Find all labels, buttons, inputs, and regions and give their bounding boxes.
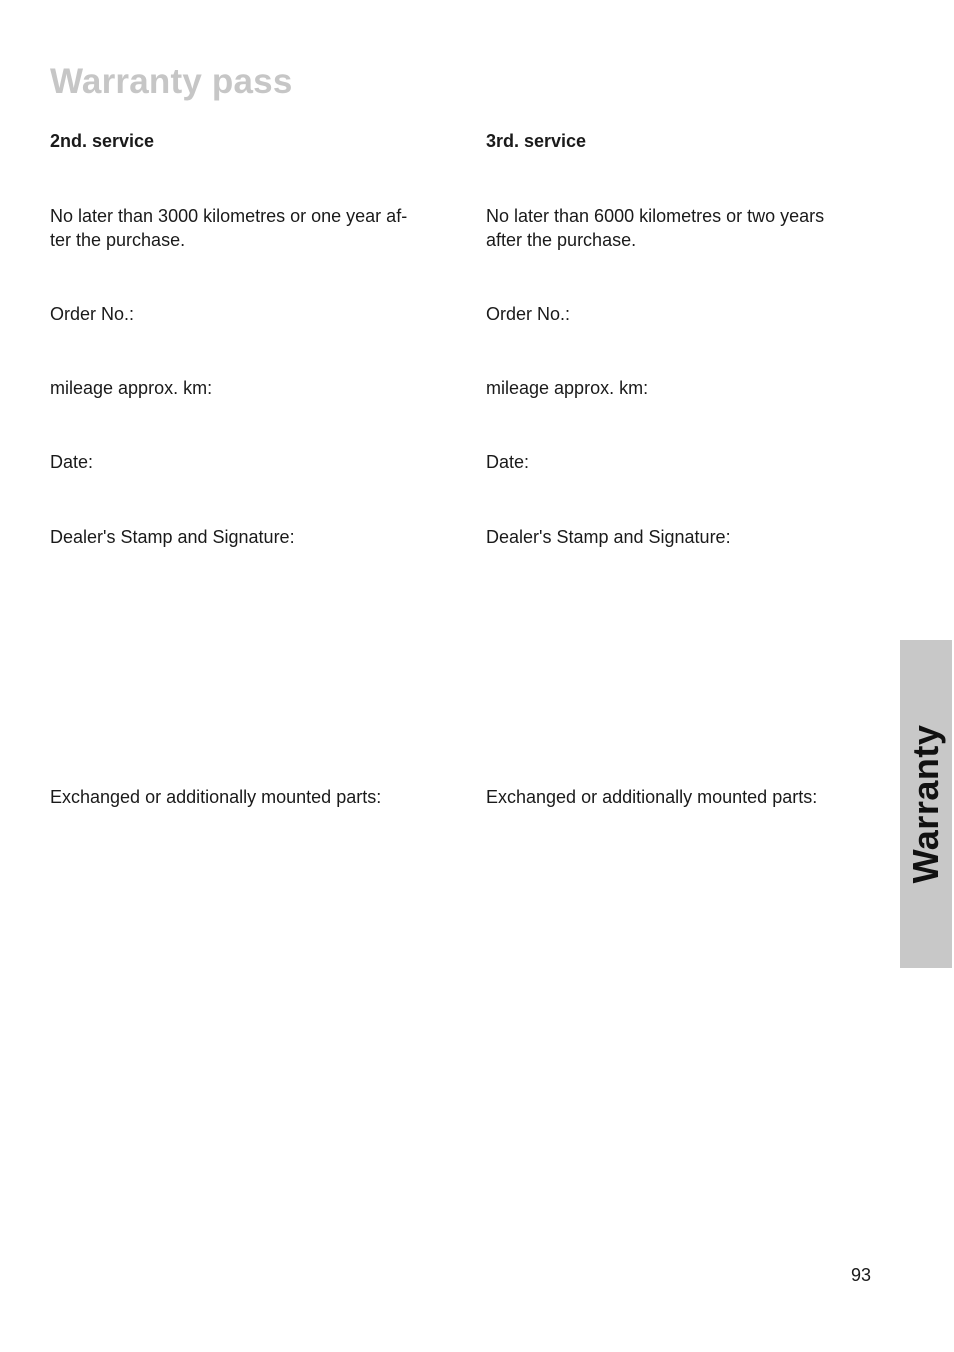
service-intro-line: No later than 6000 kilometres or two years [486, 206, 825, 226]
order-number-label: Order No.: [50, 304, 135, 324]
exchanged-parts-label: Exchanged or additionally mounted parts: [50, 787, 382, 807]
service-intro [486, 204, 824, 252]
dealer-stamp-signature-label: Dealer's Stamp and Signature: [50, 527, 295, 547]
service-intro-line: No later than 3000 kilometres or one year af- [50, 206, 408, 226]
service-intro-line: after the purchase. [486, 230, 637, 250]
service-intro [50, 204, 407, 252]
service-heading: 2nd. service [50, 131, 155, 151]
date-label: Date: [50, 452, 94, 472]
service-intro-line: ter the purchase. [50, 230, 186, 250]
page-number: 93 [851, 1265, 872, 1285]
dealer-stamp-signature-label: Dealer's Stamp and Signature: [486, 527, 731, 547]
mileage-label: mileage approx. km: [486, 378, 649, 398]
page-title: Warranty pass [50, 62, 293, 101]
service-heading: 3rd. service [486, 131, 587, 151]
service-2-column [50, 0, 450, 1352]
mileage-label: mileage approx. km: [50, 378, 213, 398]
section-side-tab-label: Warranty [905, 724, 946, 884]
date-label: Date: [486, 452, 530, 472]
exchanged-parts-label: Exchanged or additionally mounted parts: [486, 787, 818, 807]
order-number-label: Order No.: [486, 304, 571, 324]
service-3-column [486, 0, 886, 1352]
section-side-tab [900, 640, 952, 968]
